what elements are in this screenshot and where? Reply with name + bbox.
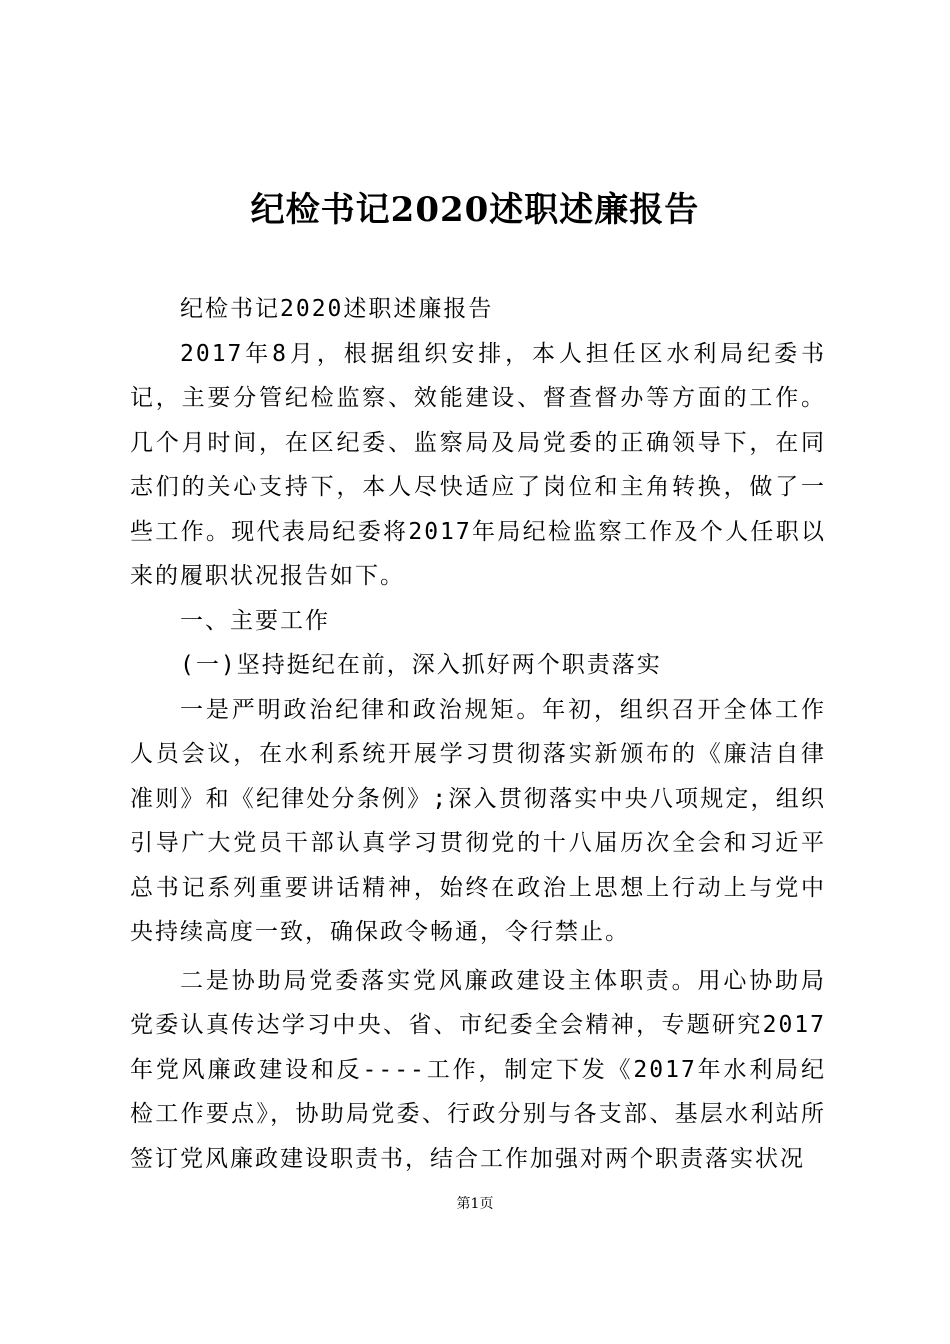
paragraph-point-two: 二是协助局党委落实党风廉政建设主体职责。用心协助局党委认真传达学习中央、省、市纪委全会精神，专题研究2017年党风廉政建设和反----工作，制定下发《2017年水利局纪检工作要点》，协助局党委、行政分别与各支部、基层水利站所签订党风廉政建设职责书，结合工作加强对两个职责落实状况 [130,967,826,1172]
page-number: 第1页 [456,1196,494,1212]
section-heading: 一、主要工作 [180,607,330,634]
paragraph-point-one: 一是严明政治纪律和政治规矩。年初，组织召开全体工作人员会议，在水利系统开展学习贯彻落实新颁布的《廉洁自律准则》和《纪律处分条例》;深入贯彻落实中央八项规定，组织引导广大党员干部认真学习贯彻党的十八届历次全会和习近平总书记系列重要讲话精神，始终在政治上思想上行动上与党中央持续高度一致，确保政令畅通，令行禁止。 [130,696,826,945]
document-body [130,287,826,1181]
subsection-heading: (一)坚持挺纪在前，深入抓好两个职责落实 [180,652,662,678]
document-title: 纪检书记2020述职述廉报告 [250,190,700,230]
paragraph-subtitle: 纪检书记2020述职述廉报告 [180,296,494,322]
paragraph-intro: 2017年8月，根据组织安排，本人担任区水利局纪委书记，主要分管纪检监察、效能建设、督查督办等方面的工作。几个月时间，在区纪委、监察局及局党委的正确领导下，在同志们的关心支持下，本人尽快适应了岗位和主角转换，做了一些工作。现代表局纪委将2017年局纪检监察工作及个人任职以来的履职状况报告如下。 [130,340,826,589]
